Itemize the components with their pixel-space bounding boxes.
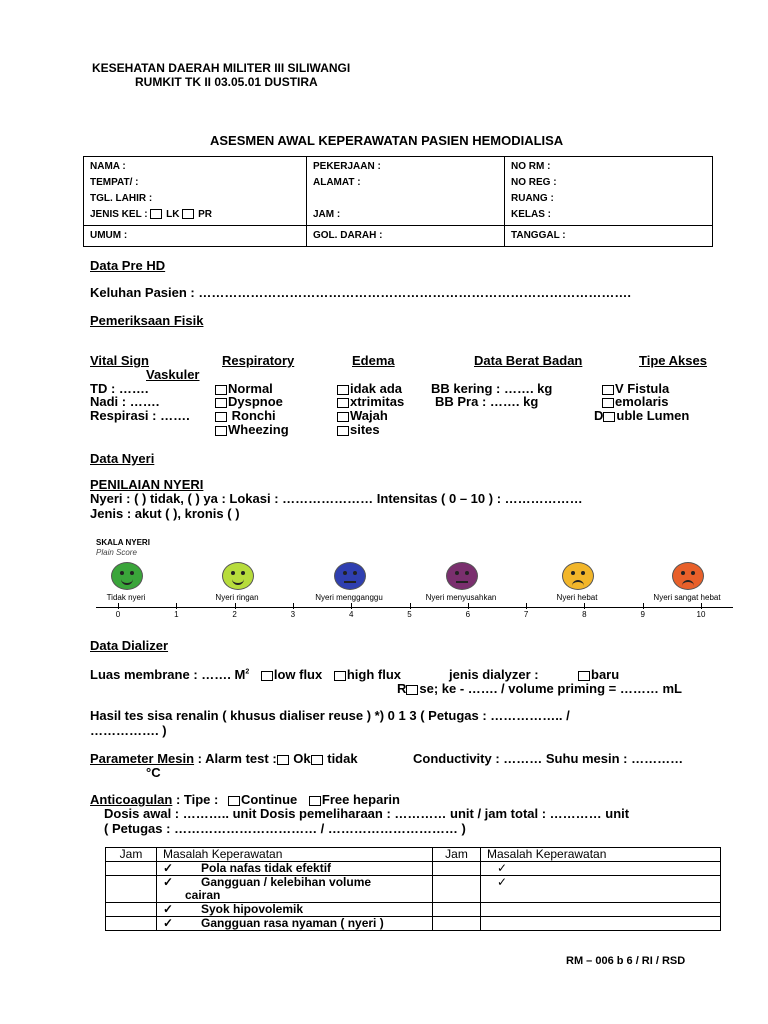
nursing-problem-table: [105, 847, 721, 931]
ruang-field[interactable]: RUANG :: [511, 193, 554, 204]
tanggal-field[interactable]: TANGGAL :: [505, 226, 713, 247]
scale-tick: [118, 603, 119, 609]
jam-cell[interactable]: [433, 876, 481, 903]
high-flux-label: high flux: [346, 667, 402, 682]
scale-tick: [643, 603, 644, 609]
conductivity-suhu-field[interactable]: Conductivity : ……… Suhu mesin : …………: [413, 751, 684, 766]
jam-cell[interactable]: [433, 903, 481, 917]
scale-axis: [96, 607, 733, 608]
tempat-field[interactable]: TEMPAT/ :: [90, 177, 139, 188]
double-lumen-prefix: D: [594, 408, 604, 423]
femolaris-checkbox[interactable]: [602, 398, 614, 408]
patient-identity-table: [83, 156, 713, 247]
scale-tick: [351, 603, 352, 609]
pekerjaan-field[interactable]: PEKERJAAN :: [313, 161, 381, 172]
scale-number: 6: [465, 610, 471, 619]
double-lumen-checkbox[interactable]: [603, 412, 615, 422]
continue-checkbox[interactable]: [228, 796, 240, 806]
problem-label: Pola nafas tidak efektif: [201, 861, 332, 875]
dosis-line[interactable]: Dosis awal : ……….. unit Dosis pemeliharaan : ………… unit / jam total : ………… unit: [104, 806, 630, 821]
pr-label: PR: [198, 209, 212, 220]
double-lumen-label: uble Lumen: [616, 408, 690, 423]
normal-label: Normal: [228, 381, 273, 396]
pain-face-icon: [446, 562, 478, 590]
continue-label: Continue: [240, 792, 298, 807]
umum-field[interactable]: UMUM :: [84, 226, 307, 247]
empty-cell[interactable]: [481, 903, 721, 917]
jam-header-2: Jam: [433, 848, 481, 862]
wheezing-checkbox[interactable]: [215, 426, 227, 436]
free-heparin-label: Free heparin: [321, 792, 400, 807]
nadi-field[interactable]: Nadi : …….: [90, 394, 160, 409]
lk-label: LK: [166, 209, 180, 220]
no-rm-field[interactable]: NO RM :: [511, 161, 551, 172]
scale-number: 10: [696, 610, 706, 619]
pain-scale: [92, 534, 735, 626]
alarm-ok-label: Ok: [289, 751, 311, 766]
pain-face-label: Nyeri menyusahkan: [425, 593, 497, 602]
scale-number: 3: [290, 610, 296, 619]
check-icon[interactable]: ✓: [497, 875, 508, 889]
table-row: [106, 862, 721, 876]
reuse-prefix: R: [397, 681, 407, 696]
scale-subtitle: Plain Score: [96, 548, 137, 557]
scale-tick: [526, 603, 527, 609]
jam-cell[interactable]: [106, 903, 157, 917]
alarm-test-label: : Alarm test :: [194, 751, 277, 766]
vital-sign-heading: Vital Sign: [90, 353, 149, 368]
table-row: [106, 917, 721, 931]
edema-heading: Edema: [352, 353, 395, 368]
bb-kering-field[interactable]: BB kering : ……. kg: [431, 381, 553, 396]
nama-field[interactable]: NAMA :: [90, 161, 126, 172]
av-fistula-label: V Fistula: [615, 381, 670, 396]
scale-title: SKALA NYERI: [96, 538, 150, 547]
section-pre-hd: Data Pre HD: [90, 258, 166, 273]
celsius-unit: °C: [146, 765, 161, 780]
hasil-tes-line-2[interactable]: ……………. ): [90, 723, 167, 738]
scale-tick: [584, 603, 585, 609]
vaskuler-heading: Vaskuler: [146, 367, 200, 382]
wheezing-label: Wheezing: [228, 422, 289, 437]
jam-cell[interactable]: [433, 917, 481, 931]
jam-cell[interactable]: [106, 917, 157, 931]
masalah-header-2: Masalah Keperawatan: [481, 848, 721, 862]
hospital-name: RUMKIT TK II 03.05.01 DUSTIRA: [135, 75, 318, 89]
scale-number: 0: [115, 610, 121, 619]
alarm-tidak-checkbox[interactable]: [311, 755, 323, 765]
dyspnoe-checkbox[interactable]: [215, 398, 227, 408]
jam-field[interactable]: JAM :: [313, 209, 341, 220]
check-icon[interactable]: ✓: [163, 916, 174, 930]
pr-checkbox[interactable]: [182, 209, 194, 219]
keluhan-pasien[interactable]: Keluhan Pasien : ……………………………………………………………………………………….: [90, 285, 631, 300]
femolaris-label: emolaris: [615, 394, 669, 409]
dyspnoe-label: Dyspnoe: [228, 394, 283, 409]
luas-superscript: 2: [245, 668, 250, 676]
scale-number: 8: [582, 610, 587, 619]
section-data-dializer: Data Dializer: [90, 638, 169, 653]
tgl-lahir-field[interactable]: TGL. LAHIR :: [90, 193, 153, 204]
tipe-label: : Tipe :: [172, 792, 219, 807]
reuse-text[interactable]: se; ke - ……. / volume priming = ……… mL: [419, 681, 682, 696]
petugas-line[interactable]: ( Petugas : …………………………… / ………………………… ): [104, 821, 466, 836]
scale-tick: [235, 603, 236, 609]
scale-tick: [293, 603, 294, 609]
jam-cell[interactable]: [106, 876, 157, 903]
low-flux-checkbox[interactable]: [261, 671, 273, 681]
tipe-akses-heading: Tipe Akses: [639, 353, 707, 368]
td-field[interactable]: TD : …….: [90, 381, 149, 396]
ronchi-checkbox[interactable]: [215, 412, 227, 422]
gol-darah-field[interactable]: GOL. DARAH :: [307, 226, 505, 247]
scale-number: 9: [640, 610, 645, 619]
anticoagulan-label: Anticoagulan: [90, 792, 173, 807]
ronchi-label: Ronchi: [228, 408, 276, 423]
jam-cell[interactable]: [106, 862, 157, 876]
jenis-dialyzer-label: jenis dialyzer :: [449, 667, 539, 682]
check-icon[interactable]: ✓: [497, 861, 508, 875]
pain-face-label: Tidak nyeri: [106, 593, 146, 602]
parameter-mesin-label: Parameter Mesin: [90, 751, 195, 766]
masalah-header: Masalah Keperawatan: [157, 848, 433, 862]
jenis-kel-label: JENIS KEL :: [90, 209, 148, 220]
asites-label: sites: [350, 422, 380, 437]
baru-label: baru: [591, 667, 620, 682]
kelas-field[interactable]: KELAS :: [511, 209, 551, 220]
scale-number: 7: [523, 610, 529, 619]
hasil-tes-line[interactable]: Hasil tes sisa renalin ( khusus dialiser reuse ) *) 0 1 3 ( Petugas : …………….. /: [90, 708, 570, 723]
problem-label-cont: cairan: [185, 888, 221, 902]
pain-face-icon: [562, 562, 594, 590]
pain-face-icon: [222, 562, 254, 590]
alarm-ok-checkbox[interactable]: [277, 755, 289, 765]
asites-checkbox[interactable]: [337, 426, 349, 436]
table-row: [106, 876, 721, 903]
problem-label: Gangguan rasa nyaman ( nyeri ): [201, 916, 384, 930]
check-icon[interactable]: ✓: [163, 902, 174, 916]
respiratory-heading: Respiratory: [222, 353, 295, 368]
baru-checkbox[interactable]: [578, 671, 590, 681]
luas-membrane-field[interactable]: Luas membrane : ……. M: [90, 667, 246, 682]
jam-cell[interactable]: [433, 862, 481, 876]
check-icon[interactable]: ✓: [163, 875, 174, 889]
scale-tick: [701, 603, 702, 609]
scale-number: 2: [232, 610, 237, 619]
respirasi-field[interactable]: Respirasi : …….: [90, 408, 190, 423]
wajah-label: Wajah: [350, 408, 388, 423]
extrimitas-label: xtrimitas: [350, 394, 405, 409]
wajah-checkbox[interactable]: [337, 412, 349, 422]
penilaian-nyeri-heading: PENILAIAN NYERI: [90, 477, 204, 492]
pain-face-icon: [111, 562, 143, 590]
low-flux-label: low flux: [273, 667, 323, 682]
berat-badan-heading: Data Berat Badan: [474, 353, 583, 368]
free-heparin-checkbox[interactable]: [309, 796, 321, 806]
bb-pra-field[interactable]: BB Pra : ……. kg: [435, 394, 539, 409]
no-reg-field[interactable]: NO REG :: [511, 177, 557, 188]
empty-cell[interactable]: [481, 917, 721, 931]
jenis-nyeri-line[interactable]: Jenis : akut ( ), kronis ( ): [90, 506, 240, 521]
problem-label: Gangguan / kelebihan volume: [201, 875, 372, 889]
extrimitas-checkbox[interactable]: [337, 398, 349, 408]
nyeri-line[interactable]: Nyeri : ( ) tidak, ( ) ya : Lokasi : ………………… Intensitas ( 0 – 10 ) : ………………: [90, 491, 583, 506]
high-flux-checkbox[interactable]: [334, 671, 346, 681]
scale-number: 4: [348, 610, 354, 619]
scale-tick: [468, 603, 469, 609]
scale-number: 1: [174, 610, 179, 619]
pain-face-label: Nyeri hebat: [556, 593, 598, 602]
pain-face-label: Nyeri mengganggu: [315, 593, 383, 602]
pain-face-label: Nyeri ringan: [215, 593, 259, 602]
form-code: RM – 006 b 6 / RI / RSD: [566, 955, 686, 967]
scale-number: 5: [407, 610, 412, 619]
lk-checkbox[interactable]: [150, 209, 162, 219]
section-pemeriksaan-fisik: Pemeriksaan Fisik: [90, 313, 204, 328]
pain-face-icon: [334, 562, 366, 590]
jam-header: Jam: [106, 848, 157, 862]
scale-tick: [410, 603, 411, 609]
pain-face-label: Nyeri sangat hebat: [653, 593, 721, 602]
scale-tick: [176, 603, 177, 609]
tidak-ada-label: idak ada: [350, 381, 403, 396]
form-title: ASESMEN AWAL KEPERAWATAN PASIEN HEMODIALISA: [210, 133, 564, 148]
reuse-checkbox[interactable]: [406, 685, 418, 695]
jenis-kel-field: [90, 207, 300, 223]
section-data-nyeri: Data Nyeri: [90, 451, 155, 466]
org-name: KESEHATAN DAERAH MILITER III SILIWANGI: [92, 61, 351, 75]
table-row: [106, 903, 721, 917]
alarm-tidak-label: tidak: [323, 751, 358, 766]
check-icon[interactable]: ✓: [163, 861, 174, 875]
pain-face-icon: [672, 562, 704, 590]
alamat-field[interactable]: ALAMAT :: [313, 177, 361, 188]
problem-label: Syok hipovolemik: [201, 902, 304, 916]
